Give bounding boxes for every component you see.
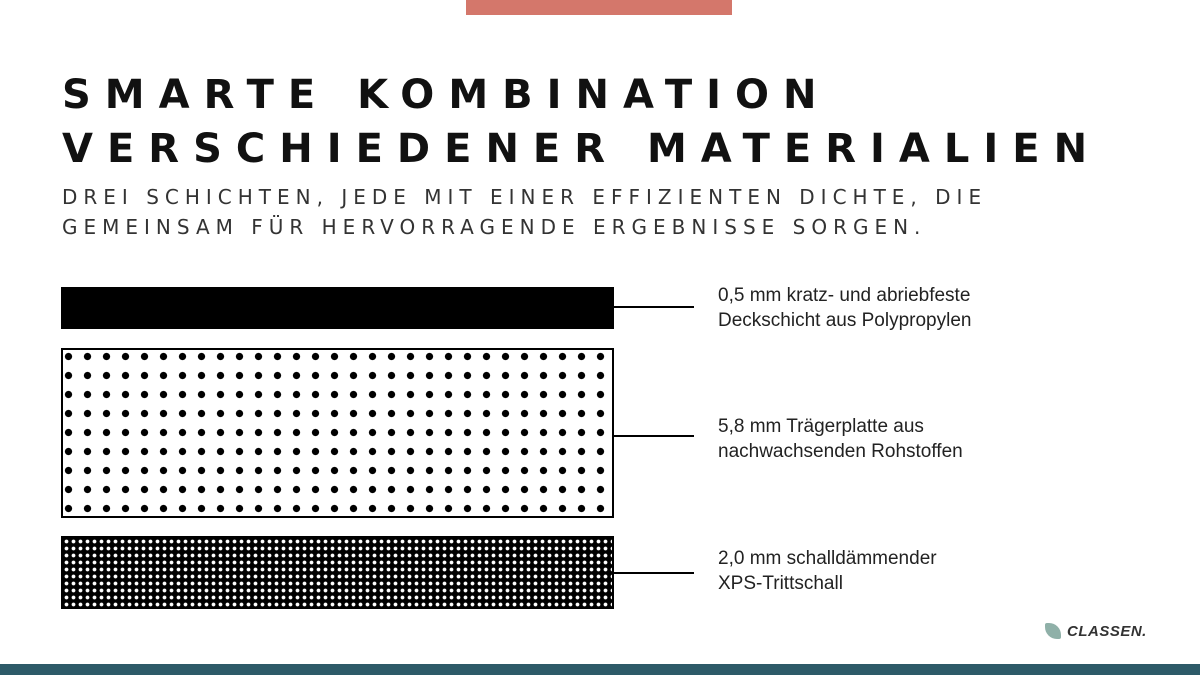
connector-line-middle [614,435,694,437]
layer-label-middle [718,414,1178,464]
classen-logo [1045,620,1147,642]
layer-label-top [718,283,1178,333]
leaf-icon [1045,623,1061,639]
layer-label-top-line-1: 0,5 mm kratz- und abriebfeste [718,285,971,306]
layer-label-middle-line-1: 5,8 mm Trägerplatte aus [718,416,924,437]
layer-top-solid [61,287,614,329]
subtitle-line-2: GEMEINSAM FÜR HERVORRAGENDE ERGEBNISSE SORGEN. [62,215,927,239]
layer-middle-dotted [61,348,614,518]
title-line-1: SMARTE KOMBINATION [62,72,831,118]
slide-subtitle [62,182,987,242]
layer-label-bottom-line-2: XPS-Trittschall [718,573,843,594]
layer-bottom-dense [61,536,614,609]
layer-label-bottom-line-1: 2,0 mm schalldämmender [718,548,937,569]
top-accent-bar [466,0,732,15]
slide-title [62,68,1101,176]
logo-text: CLASSEN. [1067,622,1147,640]
layer-label-bottom [718,546,1178,596]
connector-line-top [614,306,694,308]
subtitle-line-1: DREI SCHICHTEN, JEDE MIT EINER EFFIZIENTEN DICHTE, DIE [62,185,988,209]
layer-label-top-line-2: Deckschicht aus Polypropylen [718,310,972,331]
title-line-2: VERSCHIEDENER MATERIALIEN [62,126,1102,172]
connector-line-bottom [614,572,694,574]
layer-label-middle-line-2: nachwachsenden Rohstoffen [718,441,963,462]
bottom-accent-bar [0,664,1200,675]
